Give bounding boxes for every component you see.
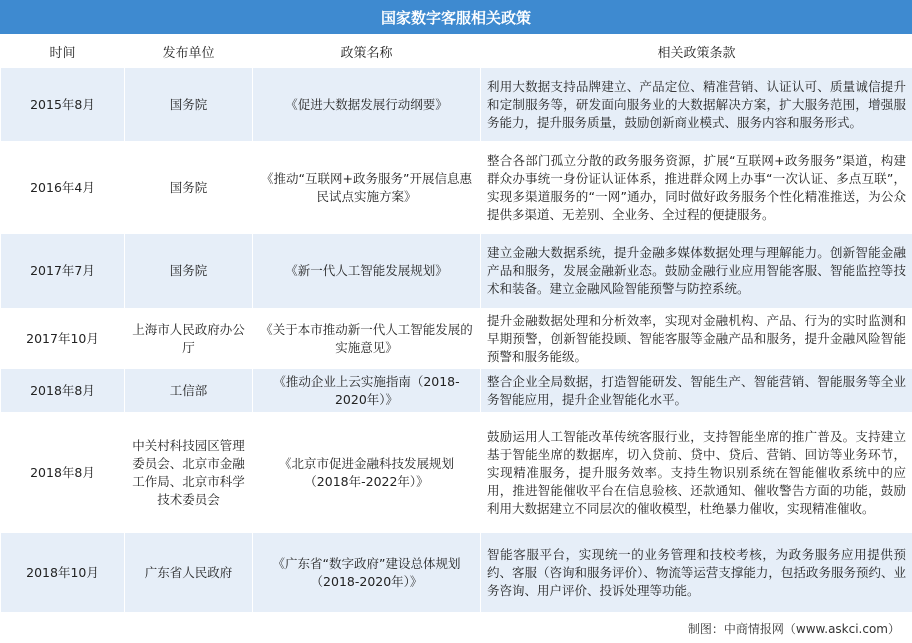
cell-terms: 鼓励运用人工智能改革传统客服行业，支持智能坐席的推广普及。支持建立基于智能坐席的数据库，切入贷前、贷中、贷后、营销、回访等业务环节，实现精准服务，提升服务效率。支持生物识别系统在智能催收系统中的应用，推进智能催收平台在信息验核、还款通知、催收警告方面的功能，鼓励利用大数据建立不同层次的催收模型，杜绝暴力催收，实现精准催收。 — [481, 413, 912, 533]
cell-time: 2018年10月 — [1, 533, 125, 613]
table-title: 国家数字客服相关政策 — [0, 0, 912, 34]
table-row — [1, 369, 912, 413]
cell-issuer: 中关村科技园区管理委员会、北京市金融工作局、北京市科学技术委员会 — [125, 413, 253, 533]
cell-time: 2015年8月 — [1, 68, 125, 142]
table-row — [1, 533, 912, 613]
policy-table — [0, 34, 912, 613]
cell-time: 2018年8月 — [1, 413, 125, 533]
cell-time: 2018年8月 — [1, 369, 125, 413]
cell-terms: 建立金融大数据系统，提升金融多媒体数据处理与理解能力。创新智能金融产品和服务，发展金融新业态。鼓励金融行业应用智能客服、智能监控等技术和装备。建立金融风险智能预警与防控系统。 — [481, 234, 912, 309]
table-row — [1, 309, 912, 369]
cell-time: 2017年10月 — [1, 309, 125, 369]
header-time: 时间 — [1, 35, 125, 68]
header-terms: 相关政策条款 — [481, 35, 912, 68]
cell-terms: 整合企业全局数据，打造智能研发、智能生产、智能营销、智能服务等全业务智能应用，提升企业智能化水平。 — [481, 369, 912, 413]
table-row — [1, 68, 912, 142]
cell-policy: 《新一代人工智能发展规划》 — [253, 234, 481, 309]
cell-policy: 《关于本市推动新一代人工智能发展的实施意见》 — [253, 309, 481, 369]
header-row — [1, 35, 912, 68]
table-row — [1, 142, 912, 234]
cell-terms: 利用大数据支持品牌建立、产品定位、精准营销、认证认可、质量诚信提升和定制服务等，研发面向服务业的大数据解决方案，扩大服务范围，增强服务能力，提升服务质量，鼓励创新商业模式、服务内容和服务形式。 — [481, 68, 912, 142]
cell-terms: 智能客服平台，实现统一的业务管理和技校考核，为政务服务应用提供预约、客服（咨询和服务评价）、物流等运营支撑能力，包括政务服务预约、业务咨询、用户评价、投诉处理等功能。 — [481, 533, 912, 613]
cell-time: 2017年7月 — [1, 234, 125, 309]
cell-policy: 《推动企业上云实施指南（2018-2020年）》 — [253, 369, 481, 413]
cell-issuer: 国务院 — [125, 234, 253, 309]
source-footer: 制图：中商情报网（www.askci.com） — [687, 622, 900, 636]
cell-issuer: 国务院 — [125, 142, 253, 234]
cell-issuer: 上海市人民政府办公厅 — [125, 309, 253, 369]
cell-time: 2016年4月 — [1, 142, 125, 234]
cell-policy: 《北京市促进金融科技发展规划（2018年-2022年）》 — [253, 413, 481, 533]
cell-issuer: 工信部 — [125, 369, 253, 413]
cell-terms: 整合各部门孤立分散的政务服务资源，扩展“互联网+政务服务”渠道，构建群众办事统一身份证认证体系，推进群众网上办事“一次认证、多点互联”，实现多渠道服务的“一网”通办，同时做好政务服务个性化精准推送，为公众提供多渠道、无差别、全业务、全过程的便捷服务。 — [481, 142, 912, 234]
header-policy: 政策名称 — [253, 35, 481, 68]
cell-terms: 提升金融数据处理和分析效率，实现对金融机构、产品、行为的实时监测和早期预警，创新智能投顾、智能客服等金融产品和服务，提升金融风险智能预警和服务能级。 — [481, 309, 912, 369]
cell-issuer: 广东省人民政府 — [125, 533, 253, 613]
cell-policy: 《促进大数据发展行动纲要》 — [253, 68, 481, 142]
cell-policy: 《推动“互联网+政务服务”开展信息惠民试点实施方案》 — [253, 142, 481, 234]
table-row — [1, 413, 912, 533]
cell-issuer: 国务院 — [125, 68, 253, 142]
table-row — [1, 234, 912, 309]
header-issuer: 发布单位 — [125, 35, 253, 68]
cell-policy: 《广东省“数字政府”建设总体规划（2018-2020年）》 — [253, 533, 481, 613]
